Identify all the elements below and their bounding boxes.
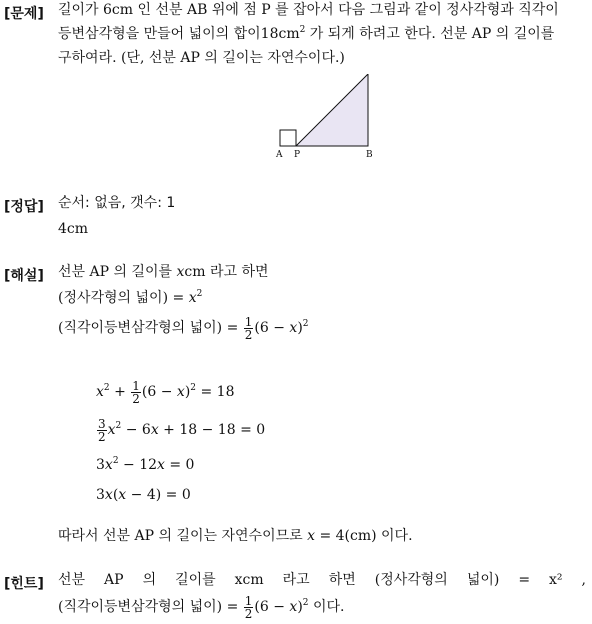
equation-4: 3x(x − 4) = 0	[96, 487, 191, 503]
solution-line-1: 선분 AP 의 길이를 xcm 라고 하면	[58, 264, 269, 280]
hint-word: 의	[142, 572, 157, 588]
solution-line-3: (직각이등변삼각형의 넓이) = $\frac{1}{2}$ $(6 - x)^2$	[58, 314, 309, 342]
equation-2: $\frac{3}{2}$ $x^2 - 6x + 18 - 18 = 0$	[98, 416, 266, 444]
answer-meta: 순서: 없음, 갯수: 1	[58, 195, 176, 211]
fraction-half: $\frac{1}{2}$	[244, 314, 253, 342]
hint-word: 길이를	[175, 572, 216, 588]
square	[280, 130, 296, 146]
hint-word: 선분	[58, 572, 86, 588]
hint-line-1	[58, 570, 586, 590]
hint-word: 넓이)	[466, 572, 500, 588]
equation-1: $x^2$ + $\frac{1}{2}$ $(6 - x)^2 = 18$	[96, 378, 235, 406]
hint-word: 라고	[282, 572, 310, 588]
problem-line-3: 구하여라. (단, 선분 AP 의 길이는 자연수이다.)	[58, 50, 345, 66]
problem-figure	[272, 74, 382, 160]
answer-value: 4cm	[58, 221, 89, 237]
hint-tag: [힌트]	[4, 576, 44, 592]
hint-word: =	[518, 572, 531, 588]
hint-word: x²	[549, 572, 563, 588]
solution-conclusion: 따라서 선분 AP 의 길이는 자연수이므로 x = 4(cm) 이다.	[58, 528, 413, 544]
problem-tag: [문제]	[4, 6, 44, 22]
right-isosceles-triangle	[296, 74, 368, 146]
label-p: P	[294, 150, 301, 160]
hint-word: 하면	[328, 572, 356, 588]
hint-word: ,	[581, 572, 586, 588]
solution-tag: [해설]	[4, 268, 44, 284]
equation-3: $3x^2 - 12x = 0$	[96, 456, 195, 473]
hint-word: xcm	[234, 572, 264, 588]
hint-word: (정사각형의	[374, 572, 448, 588]
solution-line-2: (정사각형의 넓이) = $x^2$	[58, 289, 203, 306]
hint-line-2: (직각이등변삼각형의 넓이) = $\frac{1}{2}$ $(6 - x)^2$ 이다.	[58, 593, 345, 621]
answer-tag: [정답]	[4, 199, 44, 215]
label-b: B	[366, 150, 373, 160]
hint-word: AP	[104, 572, 124, 588]
label-a: A	[276, 150, 283, 160]
problem-line-2: 등변삼각형을 만들어 넓이의 합이$18cm^2$ 가 되게 하려고 한다. 선분 AP 의 길이를	[58, 25, 555, 42]
problem-line-1: 길이가 6cm 인 선분 AB 위에 점 P 를 잡아서 다음 그림과 같이 정사각형과 직각이	[58, 2, 559, 18]
